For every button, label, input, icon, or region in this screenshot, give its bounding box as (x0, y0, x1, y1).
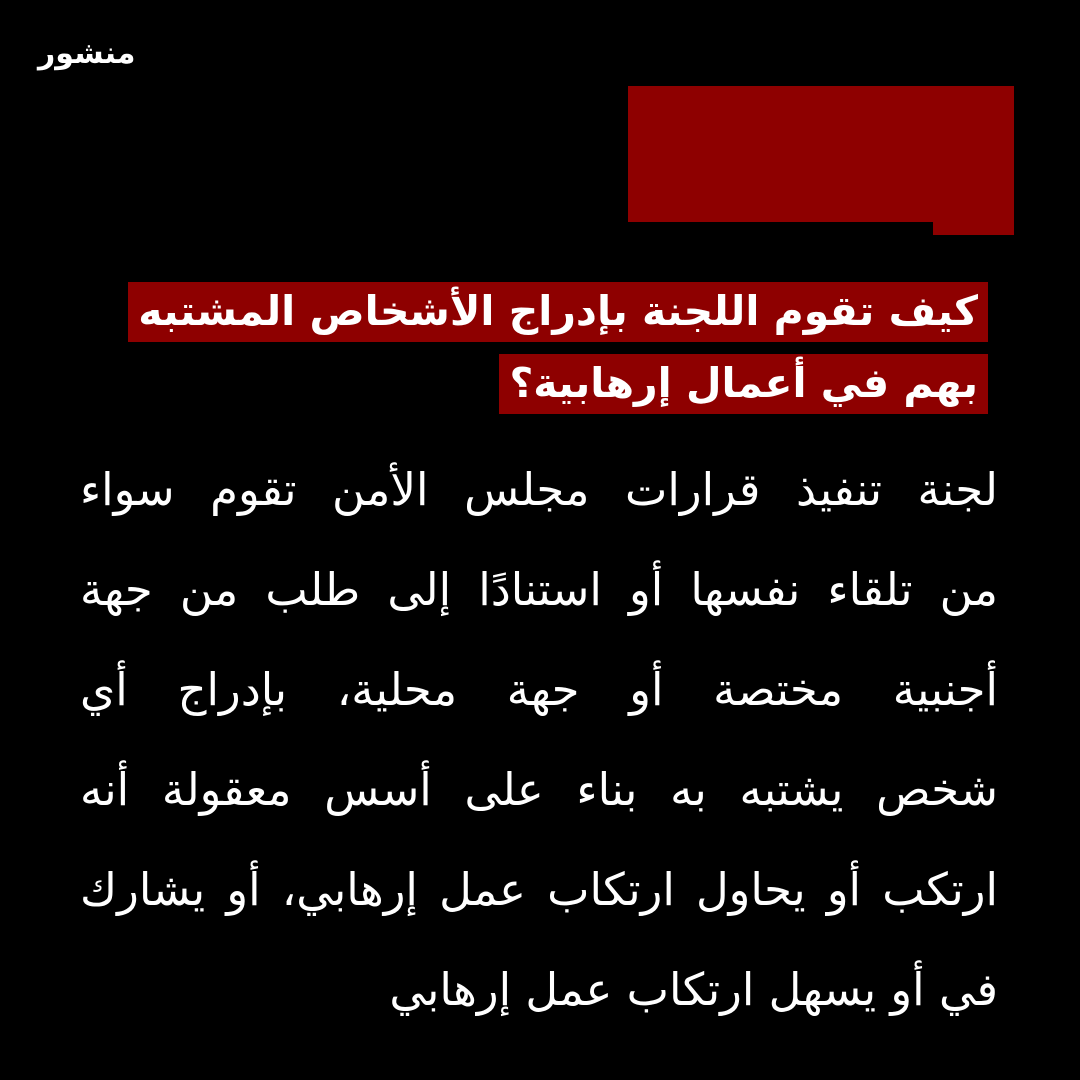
body-line: ارتكب أو يحاول ارتكاب عمل إرهابي، أو يشارك (80, 863, 998, 916)
decorative-red-block-tab (933, 222, 1014, 235)
body-line: من تلقاء نفسها أو استنادًا إلى طلب من جهة (80, 563, 998, 616)
headline-line (78, 354, 988, 414)
headline-line-text: كيف تقوم اللجنة بإدراج الأشخاص المشتبه (128, 282, 988, 342)
body-line: أجنبية مختصة أو جهة محلية، بإدراج أي (80, 663, 998, 716)
body-line: شخص يشتبه به بناء على أسس معقولة أنه (80, 763, 998, 816)
brand-logo: منشور (38, 36, 136, 71)
body-line: لجنة تنفيذ قرارات مجلس الأمن تقوم سواء (80, 463, 998, 516)
headline-line (78, 282, 988, 342)
body-paragraph (80, 440, 998, 1040)
headline-line-text: بهم في أعمال إرهابية؟ (499, 354, 988, 414)
decorative-red-block (628, 86, 1014, 222)
headline (78, 282, 988, 426)
body-line: في أو يسهل ارتكاب عمل إرهابي (389, 963, 998, 1016)
